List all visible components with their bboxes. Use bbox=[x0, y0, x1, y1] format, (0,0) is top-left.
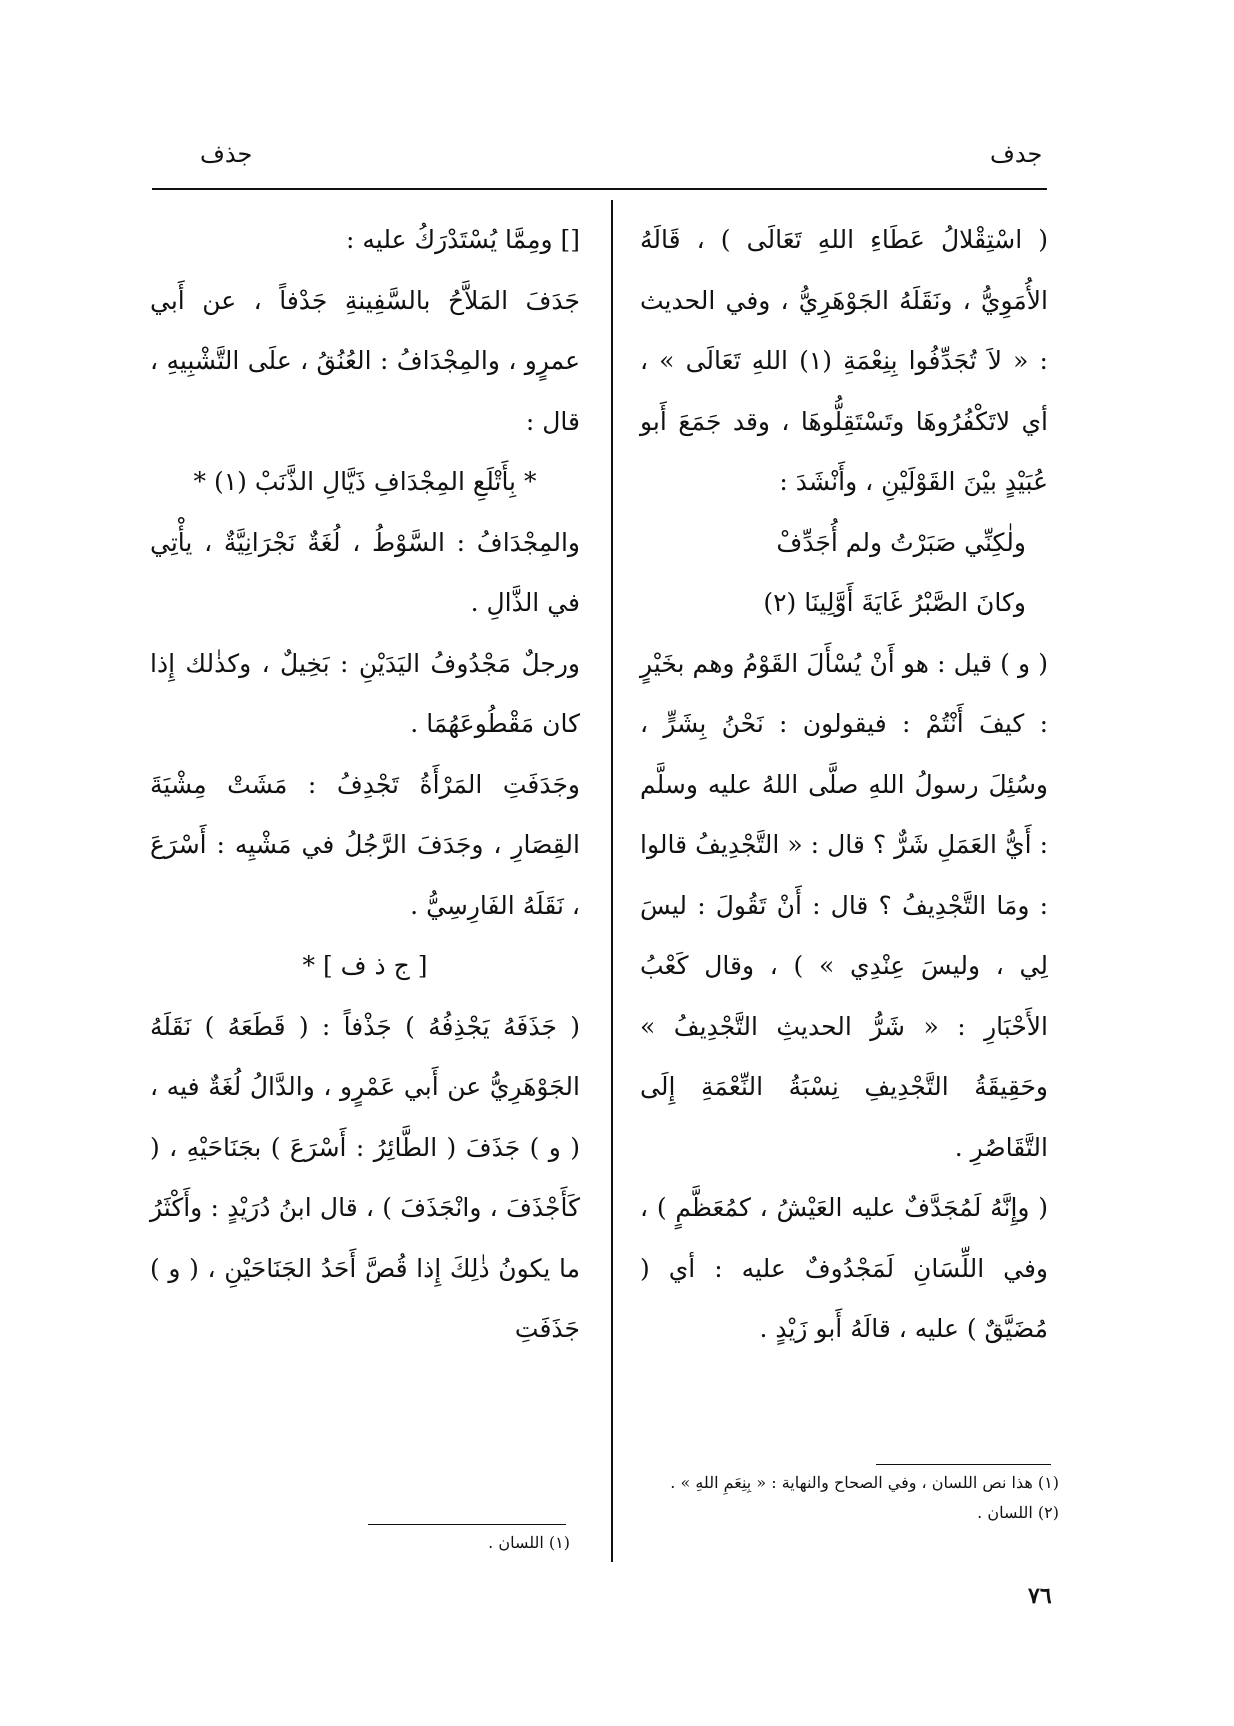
column-divider bbox=[611, 200, 613, 1562]
paragraph: وجَدَفَتِ المَرْأَةُ تَجْدِفُ : مَشَتْ مِشْيَةَ القِصَارِ ، وجَدَفَ الرَّجُلُ في مَشْيِه : أَسْرَعَ ، نَقَلَهُ الفَارِسِيُّ . bbox=[150, 769, 580, 920]
footnote: (١) هذا نص اللسان ، وفي الصحاح والنهاية : « بِنِعَمِ اللهِ » . bbox=[670, 1473, 1059, 1492]
footnote-rule bbox=[876, 1464, 1051, 1465]
paragraph: ورجلٌ مَجْدُوفُ اليَدَيْنِ : بَخِيلٌ ، وكذٰلك إِذا كان مَقْطُوعَهُمَا . bbox=[150, 648, 580, 738]
verse-line: ولٰكِنِّي صَبَرْتُ ولم أُجَدِّفْ bbox=[776, 527, 1026, 557]
entry-heading: [ ج ذ ف ] * bbox=[302, 951, 428, 980]
paragraph: جَدَفَ المَلاَّحُ بالسَّفِينةِ جَدْفاً ، عن أَبي عمرٍو ، والمِجْدَافُ : العُنُقُ ، علَى التَّشْبِيهِ ، قال : bbox=[150, 285, 580, 436]
paragraph: ( وإِنَّهُ لَمُجَدَّفٌ عليه العَيْشُ ، كمُعَظَّمٍ ) ، وفي اللِّسَانِ لَمَجْدُوفٌ عليه : أي ( مُضَيَّقٌ ) عليه ، قالَهُ أَبو زَيْدٍ . bbox=[640, 1193, 1048, 1343]
footnotes-left bbox=[350, 1528, 570, 1558]
paragraph: [] ومِمَّا يُسْتَدْرَكُ عليه : bbox=[346, 225, 580, 254]
footnote: (١) اللسان . bbox=[488, 1533, 570, 1552]
footnote-rule bbox=[368, 1524, 566, 1525]
paragraph: ( و ) قيل : هو أَنْ يُسْأَلَ القَوْمُ وهم بخَيْرٍ : كيفَ أَنْتُمْ : فيقولون : نَحْنُ بِشَرٍّ ، وسُئِلَ رسولُ اللهِ صلَّى اللهُ عليه وسلَّم : أَيُّ العَمَلِ شَرٌّ ؟ قال : « التَّجْدِيفُ قالوا : ومَا التَّجْدِيفُ ؟ قال : أَنْ تَقُولَ : ليسَ لِي ، وليسَ عِنْدِي » ) ، وقال كَعْبُ الأَحْبَارِ : « شَرُّ الحديثِ التَّجْدِيفُ » وحَقِيقَةُ التَّجْدِيفِ نِسْبَةُ النِّعْمَةِ إِلَى التَّقَاصُرِ . bbox=[640, 648, 1048, 1162]
running-header-right: جدف bbox=[990, 140, 1043, 168]
verse-line: * بِأَتْلَعِ المِجْدَافِ ذَيَّالِ الذَّنَبْ (١) * bbox=[193, 467, 537, 496]
paragraph: ( جَذَفَهُ يَجْذِفُهُ ) جَذْفاً : ( قَطَعَهُ ) نَقَلَهُ الجَوْهَرِيُّ عن أَبي عَمْرٍو ، والدَّالُ لُغَةٌ فيه ، ( و ) جَذَفَ ( الطَّائِرُ : أَسْرَعَ ) بجَنَاحَيْهِ ، ( كَأَجْذَفَ ، وانْجَذَفَ ) ، قال ابنُ دُرَيْدٍ : وأَكْثَرُ ما يكونُ ذٰلِكَ إِذا قُصَّ أَحَدُ الجَنَاحَيْنِ ، ( و ) جَذَفَتِ bbox=[150, 1011, 580, 1343]
right-column bbox=[640, 210, 1048, 1360]
verse-line: وكانَ الصَّبْرُ غَايَةَ أَوَّلِينَا (٢) bbox=[763, 588, 1026, 617]
header-rule bbox=[152, 188, 1047, 190]
paragraph: والمِجْدَافُ : السَّوْطُ ، لُغَةٌ نَجْرَانِيَّةٌ ، يأْتِي في الذَّالِ . bbox=[150, 527, 580, 617]
footnote: (٢) اللسان . bbox=[977, 1503, 1059, 1522]
footnotes-right bbox=[664, 1468, 1059, 1528]
left-column bbox=[150, 210, 580, 1360]
page-number: ٧٦ bbox=[1028, 1583, 1052, 1609]
paragraph: ( اسْتِقْلالُ عَطَاءِ اللهِ تَعَالَى ) ، قَالَهُ الأُمَوِيُّ ، ونَقَلَهُ الجَوْهَرِيُّ ، وفي الحديث : « لاَ تُجَدِّفُوا بِنِعْمَةِ (١) اللهِ تَعَالَى » ، أي لاتَكْفُرُوهَا وتَسْتَقِلُّوهَا ، وقد جَمَعَ أَبو عُبَيْدٍ بيْنَ القَوْلَيْنِ ، وأَنْشَدَ : bbox=[640, 225, 1048, 496]
running-header-left: جذف bbox=[200, 140, 253, 168]
